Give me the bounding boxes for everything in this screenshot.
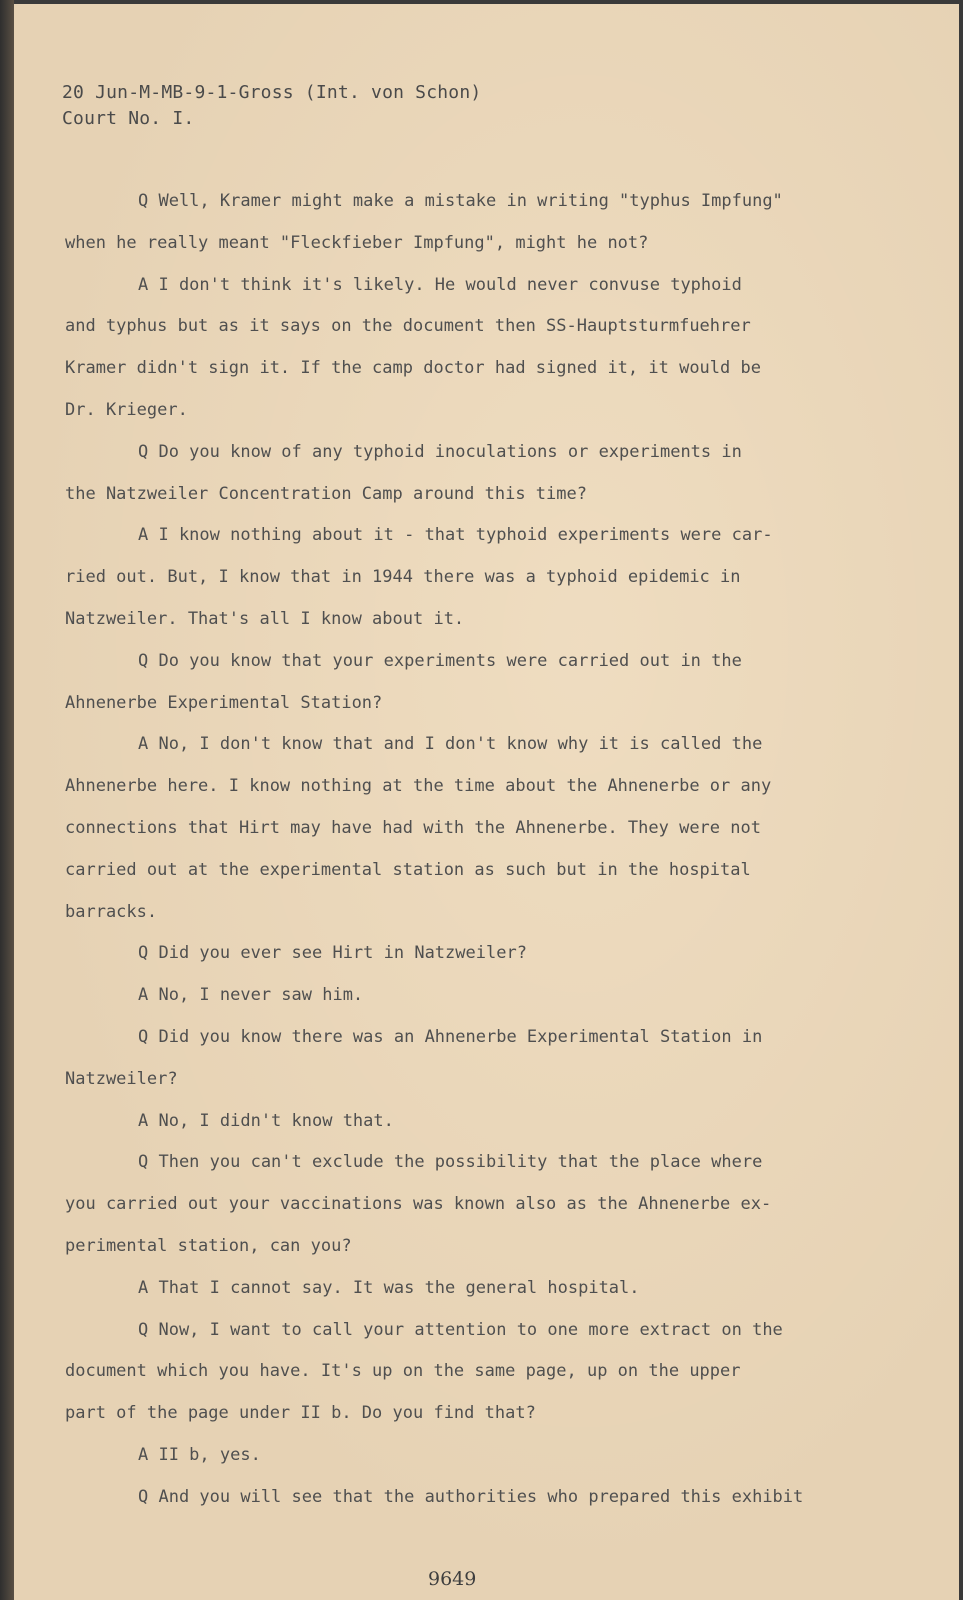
document-header xyxy=(62,80,481,132)
transcript-line: Q And you will see that the authorities who prepared this exhibit xyxy=(138,1486,804,1507)
transcript-line: Ahnenerbe Experimental Station? xyxy=(65,692,383,713)
transcript-line: document which you have. It's up on the same page, up on the upper xyxy=(65,1361,741,1382)
transcript-line: Q Now, I want to call your attention to one more extract on the xyxy=(138,1319,783,1340)
transcript-line: Q Do you know that your experiments were carried out in the xyxy=(138,650,742,671)
transcript-line: Q Then you can't exclude the possibility that the place where xyxy=(138,1152,763,1173)
transcript-line: and typhus but as it says on the document then SS-Hauptsturmfuehrer xyxy=(65,316,751,337)
transcript-line: A No, I didn't know that. xyxy=(138,1110,394,1131)
transcript-line: A No, I never saw him. xyxy=(138,985,364,1006)
transcript-line: A No, I don't know that and I don't know why it is called the xyxy=(138,734,763,755)
transcript-line: Dr. Krieger. xyxy=(65,399,188,420)
transcript-line: you carried out your vaccinations was known also as the Ahnenerbe ex- xyxy=(65,1194,772,1215)
header-court-line: Court No. I. xyxy=(62,108,195,129)
transcript-line: ried out. But, I know that in 1944 there was a typhoid epidemic in xyxy=(65,567,741,588)
transcript-line: Q Did you ever see Hirt in Natzweiler? xyxy=(138,943,527,964)
transcript-line: A I don't think it's likely. He would never convuse typhoid xyxy=(138,274,742,295)
transcript-line: part of the page under II b. Do you find that? xyxy=(65,1403,536,1424)
transcript-line: when he really meant "Fleckfieber Impfung", might he not? xyxy=(65,232,649,253)
transcript-line: Q Well, Kramer might make a mistake in writing "typhus Impfung" xyxy=(138,191,783,211)
transcript-line: A That I cannot say. It was the general hospital. xyxy=(138,1277,640,1298)
transcript-line: Q Do you know of any typhoid inoculations or experiments in xyxy=(138,441,742,462)
transcript-line: perimental station, can you? xyxy=(65,1235,352,1256)
transcript-line: Kramer didn't sign it. If the camp doctor had signed it, it would be xyxy=(65,358,761,379)
transcript-line: Q Did you know there was an Ahnenerbe Experimental Station in xyxy=(138,1026,763,1047)
transcript-line: Natzweiler. That's all I know about it. xyxy=(65,608,465,629)
header-session-line: 20 Jun-M-MB-9-1-Gross (Int. von Schon) xyxy=(62,82,482,103)
transcript-line: Natzweiler? xyxy=(65,1068,178,1089)
transcript-line: barracks. xyxy=(65,901,158,922)
transcript-line: carried out at the experimental station as such but in the hospital xyxy=(65,859,751,880)
transcript-line: the Natzweiler Concentration Camp around this time? xyxy=(65,483,587,504)
transcript-line: A II b, yes. xyxy=(138,1444,261,1465)
scan-edge xyxy=(0,0,14,1600)
transcript-body xyxy=(65,181,835,1519)
transcript-line: Ahnenerbe here. I know nothing at the time about the Ahnenerbe or any xyxy=(65,776,772,797)
transcript-line: connections that Hirt may have had with the Ahnenerbe. They were not xyxy=(65,817,761,838)
page-number: 9649 xyxy=(428,1568,477,1590)
transcript-line: A I know nothing about it - that typhoid experiments were car- xyxy=(138,525,773,546)
